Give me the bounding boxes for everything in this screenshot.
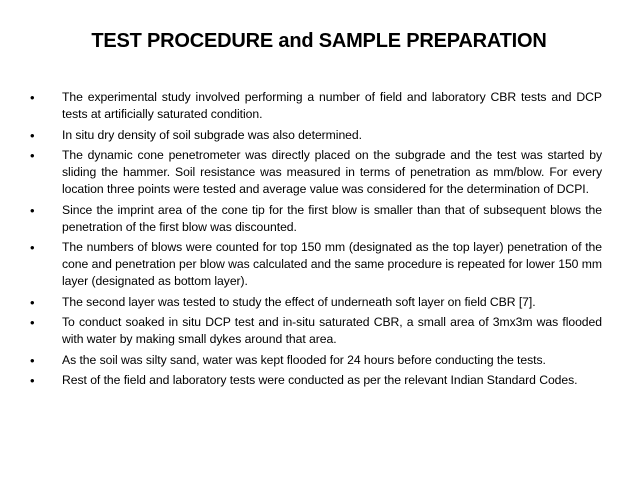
bullet-dot-icon: •: [30, 373, 35, 388]
bullet-text: As the soil was silty sand, water was kept flooded for 24 hours before conducting the tests.: [62, 352, 546, 367]
bullet-dot-icon: •: [30, 352, 35, 368]
bullet-text: The numbers of blows were counted for top 150 mm (designated as the top layer) penetration of the cone and penetration per blow was calculated and the same procedure is repeated for lower 150 mm layer (designated as bottom layer).: [62, 240, 602, 288]
bullet-dot-icon: •: [30, 127, 35, 143]
bullet-dot-icon: •: [30, 202, 35, 218]
bullet-item: [30, 127, 602, 144]
bullet-item: [30, 239, 602, 290]
bullet-text: The experimental study involved performing a number of field and laboratory CBR tests and DCP tests at artificially saturated condition.: [62, 90, 602, 121]
bullet-text: In situ dry density of soil subgrade was also determined.: [62, 127, 362, 142]
bullet-item: [30, 89, 602, 123]
bullet-item: [30, 352, 602, 369]
bullet-text: To conduct soaked in situ DCP test and in-situ saturated CBR, a small area of 3mx3m was flooded with water by making small dykes around that area.: [62, 315, 602, 346]
bullet-dot-icon: •: [30, 240, 35, 255]
slide-title: TEST PROCEDURE and SAMPLE PREPARATION: [91, 30, 547, 52]
bullet-item: [30, 147, 602, 198]
bullet-text: Since the imprint area of the cone tip for the first blow is smaller than that of subsequent blows the penetration of the first blow was discounted.: [62, 202, 602, 234]
bullet-dot-icon: •: [30, 294, 35, 310]
bullet-dot-icon: •: [30, 315, 35, 330]
bullet-dot-icon: •: [30, 148, 35, 163]
bullet-item: [30, 372, 602, 389]
bullet-text: The second layer was tested to study the effect of underneath soft layer on field CBR [7].: [62, 294, 536, 309]
bullet-text: Rest of the field and laboratory tests were conducted as per the relevant Indian Standard Codes.: [62, 373, 578, 387]
bullet-dot-icon: •: [30, 90, 35, 105]
bullet-item: [30, 314, 602, 348]
bullet-list: [30, 89, 602, 393]
bullet-text: The dynamic cone penetrometer was directly placed on the subgrade and the test was started by sliding the hammer. Soil resistance was measured in terms of penetration as mm/blow. For every location three points were tested and average value was considered for the determination of DCPI.: [62, 148, 602, 196]
bullet-item: [30, 294, 602, 311]
bullet-item: [30, 202, 602, 236]
